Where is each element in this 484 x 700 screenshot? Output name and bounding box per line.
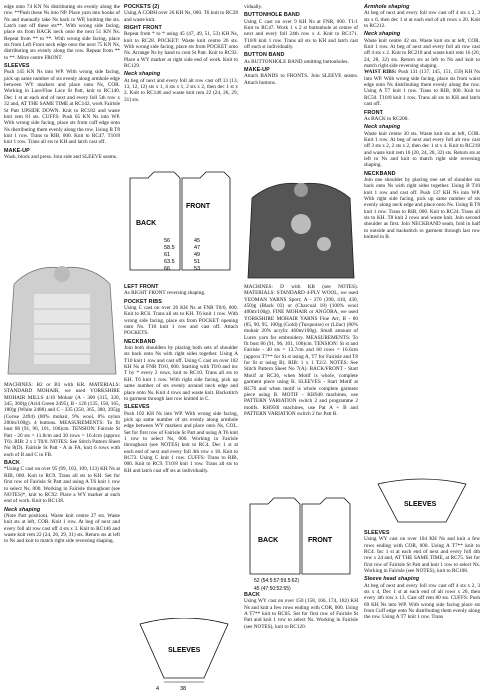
back-label-2: BACK (258, 537, 279, 544)
dim-length: 45 (47:50:52:55) (254, 586, 291, 592)
back-label: BACK (136, 220, 157, 227)
schematic-back-front (124, 170, 238, 282)
back-3-text: Using WY cast on over 150 (158, 166, 174, 182) KH Ns and knit a few rows ending with COR, 000. Using A T7** knit to RC85. Set for first row of Fairisle St Patt and knit 1 row to select Ns. Working in Fairisle (see NOTES), knit to RC120. (244, 598, 358, 630)
schematic-sleeves-1 (134, 618, 234, 698)
left-front-text: As RIGHT FRONT reversing shaping. (124, 290, 206, 297)
front-num-4: 53 (194, 266, 201, 272)
sleeves-4-text: Using WY cast on over 104 KH Ns and knit a few rows ending with COR, 000. Using A T7** knit to RC4. Inc 1 st at each end of next and every foll 4th row x 24 and, AT THE SAME TIME, at RC75. Set for first row of Fairisle St Patt and knit 1 row to select Ns. Working in Fairisle (see NOTES), knit to RC108. (364, 536, 480, 575)
neck-1-heading: Neck shaping (4, 506, 41, 513)
sleeve-head-text: At beg of next and every foll row cast off 4 sts x 2, 3 sts x 4, Dec 1 st at each end of alt rows x 20, then every 4th row x 13. Cast off rem 80 sts. CUFFS: Push 69 KH Ns into WP. With wrong side facing place sts from Cuff edge onto Ns distributing them evenly along the row. Using A T7 knit 1 row. Trans (364, 582, 480, 621)
machines-3: MACHINES: D with KR (see NOTES). MATERIALS: STANDARD 4-PLY WOOL, we used YEOMAN YARNS Sport; A - 370 (390, 410, 430, 450)g (Black 03) or (Charcoal 18) (100% wool 400m/100g). FINE MOHAIR or ANGORA, we used YORKSHIRE MOHAIR YARNS Fine Art; B - 80 (85, 90, 95, 100)g (Gold) (Turquoise) or (Lilac) (80% mohair 20% acrylic 460m/100g). Small amount of Lurex yarn for embroidery. MEASUREMENTS: To fit bust 86 (91, 96, 101, 106)cm. TENSION: St st and Fairisle - 40 sts = 13.7cm and 60 rows = 16.6cm (approx T7** for St st using A, T7 for Fairisle and T8 for St st using B). RIB: 1 x 1 T2/2. NOTES: See Stitch Pattern Sheet No 7(A). BACK/FRONT - Start Motif at RC36, when Motif is whole, complete garment piece using B. SLEEVES - Start Motif at RC76 and when motif is whole complete garment piece using B. MOTIF - KH940 machines, use PATTERN VARIATION switch 2 and programme 2 motifs. KH950i machines, use Pat A + B and PATTERN VARIATION switch 2 for Patt B. (244, 284, 358, 417)
front-neck-heading: Neck shaping (364, 124, 401, 131)
front-num-1: 47 (194, 245, 201, 251)
dim-chest: 52 (54.5:57:59.5:62) (254, 578, 300, 584)
makeup-text: Wash, block and press. Join side and SLEEVE seams. (4, 153, 118, 160)
neckband-4-heading: NECKBAND (364, 170, 396, 177)
neck-4-heading: Neck shaping (364, 31, 401, 38)
back-num-0: 56 (164, 238, 171, 244)
back-num-2: 61 (164, 252, 171, 258)
pocket-ribs-heading: POCKET RIBS (124, 298, 162, 305)
sleeves-text: Push 145 KN Ns into WP. With wrong side facing, pick up same number of sts evenly along armhole edge between WY markers and place onto Ns, COR. Working in Lace/Fine Lace St Patt, knit to RC140. Dec 1 st at each end of next and every foll 5th row x 32 and, AT THE SAME TIME at RC142, work Fairisle St Patt UPSIDE DOWN. Knit to RC182 and waste knit rem 81 sts. CUFFS: Push 65 KN Ns into WP. With wrong side facing, place sts from cuff edge onto Ns distributing them evenly along the row. Using B T8 knit 1 row. Trans to RIB, 000. Knit to RC47. T10/8 knit 1 row. Trans all sts to KH and latch cast off. (4, 69, 120, 146)
column-3 (244, 4, 358, 86)
column-1 (4, 4, 120, 160)
pockets-text: Using A COBH over 26 KH Ns, 000. T6 knit to RC28 and waste knit. (124, 10, 238, 23)
neck-4-text: Waste knit centre 42 sts. Waste knit sts at left, COR. Knit 1 row. At beg of next and every foll alt row cast off 4 sts x 2. Knit to RC218 and waste knit rem 16 (20, 24, 28, 32) sts. Return sts at left to Ns and knit to match right side reversing shaping. (364, 37, 480, 70)
front-4-text: As BACK to RC200. (364, 115, 409, 122)
right-front-text: Repeat from * to * using 45 (47, 49, 51, 53) KH Ns, knit to RC28. POCKET: Waste knit centre 26 sts. With wrong side facing, place sts from POCKET onto Ns. Arrange Ns by hand to cont St Patt. Knit to RC92. Place a WY marker at right side end of work. Knit to RC129. (124, 31, 238, 70)
column-3-bottom (244, 592, 358, 630)
dim-1: 4 (156, 686, 160, 692)
pocket-ribs-text: Using C cast on over 26 KH Ns at FNR T0/0, 000. Knit to RC6. Trans all sts to KH. T6 knit 1 row. With wrong side facing, place sts from POCKET opening onto Ns. T10 knit 1 row and cast off. Attach POCKETS. (124, 305, 238, 337)
neckband-4-text: Join one shoulder by placing one set of shoulder sts back onto Ns with right sides together. Using B T10 knit 1 row and cast off. Push 137 KH Ns into WP. With right side facing, pick up same number of sts evenly along neck edge and place onto Ns. Using B T8 knit 1 row. Trans to RIB, 000. Knit to RC24. Trans all sts to KH. T8 knit 2 rows and waste knit. Join second shoulder as first. Join NECKBAND seam, fold in half to outside and backstitch to garment through last row knitted in B. (364, 176, 480, 241)
front-4-heading: FRONT (364, 109, 384, 116)
front-num-3: 51 (194, 259, 201, 265)
back-num-4: 66 (164, 266, 171, 272)
sleeves-2-text: Push 102 KH Ns into WP. With wrong side facing, pick up same number of sts evenly along armhole edge between WY markers and place onto Ns, COL. Set for first row of Fairisle St Patt and using A T6 knit 1 row to select Ns, 000. Working in Fairisle throughout (see NOTES) knit to RC4. Dec 1 st at each end of next and every foll 4th row x 18. Knit to RC73. Using C knit 1 row. CUFFS: Trans to RIB, 000. Knit to RC9. T10/8 knit 1 row. Trans all sts to KH and latch cast off sts at individually. (124, 410, 238, 474)
column-3-lower (244, 284, 358, 417)
back-1-text: *Using C cast on over 95 (99, 103, 109, 113) KH Ns at RIB, 000. Knit to RC9. Trans all sts to KH. Set for first row of Fairisle St Patt and using A T6 knit 1 row to select Ns, 000. Working in Fairisle throughout (see NOTES)*, knit to RC92. Place a WY marker at each end of work. Knit to RC138. (4, 466, 120, 505)
front-neck-text: Waste knit centre 30 sts. Waste knit sts at left, COR. Knit 1 row. At beg of next and every foll alt row cast off 3 sts x 2, 2 sts x 2, then dec 1 st x 4. Knit to RC218 and waste knit rem 16 (20, 24, 28, 32) sts. Return sts at left to Ns and knit to match right side reversing shaping. (364, 130, 480, 169)
button-band-heading: BUTTON BAND (244, 52, 285, 59)
sleeves-4-heading: SLEEVES (364, 530, 390, 536)
rf-neck-text: At beg of next and every foll alt row cast off 13 (13, 13, 12, 12) sts x 1, 4 sts x 1, 2 sts x 2, then dec 1 st x 2. Knit to RC146 and waste knit rem 22 (24, 26, 29, 31) sts. (124, 77, 238, 103)
front-num-0: 45 (194, 238, 201, 244)
buttonhole-text: Using C cast on over 9 KH Ns at FNR, 000. T1/1 Knit to RC47. Work 1 x 2 st buttonhole at centre of next and every foll 24th row x 4. Knit to RC171. T10/8 knit 1 row. Trans all sts to KH and latch cast off each st individually. (244, 18, 358, 51)
column-1-lower (4, 382, 120, 545)
buttonhole-heading: BUTTONHOLE BAND (244, 12, 300, 19)
column-4 (364, 4, 480, 240)
schematic-back-front-2 (244, 496, 358, 592)
machines-1: MACHINES: B2 or B3 with KR. MATERIALS: STANDARD MOHAIR, we used YORKSHIRE MOHAIR MILLS 4/10 Mohair (A - 300 (315, 330, 345, 360)g (Acid Green 2495), B - 120 (135, 150, 165, 180)g (White 2488) and C - 335 (350, 365, 380, 395)g (Cerise 2494) (80% mohair, 9% wool, 8% nylon 200m/100g). 4 buttons. MEASUREMENTS: To fit bust 86 (91, 96, 101, 106)cm. TENSION: Fairisle St Patt - 20 sts = 11.8cm and 30 rows = 16.4cm (approx T6). RIB: 2 x 1 T0/0. NOTES: See Stitch Pattern Sheet No 8(D). Fairisle St Patt - A in FA, knit 6 rows with each of B and C in FB. (4, 382, 120, 458)
neck-1-text: (Note Patt position). Waste knit centre 27 sts. Waste knit sts at left, COR. Knit 1 row. At beg of next and every foll alt row cast off 4 sts x 3. Knit to RC146 and waste knit rem 22 (24, 26, 29, 31) sts. Return sts at left to Ns and knit to match right side reversing shaping. (4, 512, 120, 545)
neckband-1-heading: NECKBAND (124, 338, 156, 345)
col1-top-text: edge onto 74 KN Ns distributing sts evenly along the row. **Push these Ns into NP. Place yarn into hooks of Ns and manually take Ns back to WP, knitting the sts. Latch cast off these sts**. With wrong side facing, place sts from BACK neck onto the next 51 KN Ns. Repeat from ** to **. With wrong side facing, place sts from Left Front neck edge onto the next 75 KN Ns, distributing sts evenly along the row. Repeat from ** to **. Mitre centre FRONT. (4, 4, 120, 61)
sleeves-heading: SLEEVES (4, 63, 30, 70)
garment-photo-2 (244, 174, 358, 282)
back-num-1: 58.5 (164, 245, 175, 251)
back-3-heading: BACK (244, 592, 260, 598)
makeup-heading: MAKE-UP (4, 147, 30, 154)
sleeves-label-2: SLEEVES (404, 501, 437, 508)
pockets-heading: POCKETS (2) (124, 4, 160, 10)
front-label: FRONT (186, 203, 211, 210)
rf-neck-heading: Neck shaping (124, 71, 161, 78)
armhole-heading: Armhole shaping (364, 4, 410, 10)
waist-ribs-heading: WAIST RIBS: (364, 69, 397, 76)
armhole-text: At beg of next and every foll row cast off 4 sts x 2, 3 sts x 6, then dec 1 st at each end of alt rows x 20. Knit to RC212. (364, 10, 480, 30)
dim-2: 38 (180, 686, 187, 692)
left-front-heading: LEFT FRONT (124, 284, 159, 290)
button-band-text: As BUTTONHOLE BAND omitting buttonholes. (244, 58, 349, 65)
makeup-3-heading: MAKE-UP (244, 67, 270, 74)
sleeves-2-heading: SLEEVES (124, 404, 150, 411)
sleeves-label-1: SLEEVES (168, 647, 201, 654)
waist-ribs-text: Push 131 (137, 145, 151, 159) KH Ns into WP. With wrong side facing, place sts from waist edge onto Ns distributing them evenly along the row. Using A T7 knit 1 row. Trans to RIB, 000. Knit to RC50. T10/8 knit 1 row. Trans all sts to KH and latch cast off. (364, 69, 480, 108)
makeup-3-text: Attach BANDS to FRONTS. Join SLEEVE seams. Attach buttons. (244, 73, 358, 86)
column-2-lower (124, 284, 238, 474)
front-label-2: FRONT (308, 537, 333, 544)
neckband-1-text: Join both shoulders by placing both sets of shoulder sts back onto Ns with right sides together. Using A T10 knit 1 row and cast off. Using C cast on over 102 KH Ns at FNR T0/0, 000. Starting with T0/0 and inc T by * every 2 rows, knit to RC10. Trans all sts to KH. T6 knit 1 row. With right side facing, pick up same number of sts evenly around neck edge and place onto Ns. Knit 4 rows and waste knit. Backstitch to garment through last row knitted in C. (124, 345, 238, 402)
schematic-sleeves-2 (372, 478, 472, 528)
front-num-2: 49 (194, 252, 201, 258)
column-2 (124, 4, 238, 103)
sleeve-head-heading: Sleeve head shaping (364, 576, 420, 583)
garment-photo-1 (4, 254, 120, 380)
right-front-heading: RIGHT FRONT (124, 25, 162, 32)
back-1-heading: BACK (4, 460, 20, 467)
back-num-3: 63.5 (164, 259, 175, 265)
column-4-lower (364, 530, 480, 621)
col3-top: vidually. (244, 4, 263, 10)
